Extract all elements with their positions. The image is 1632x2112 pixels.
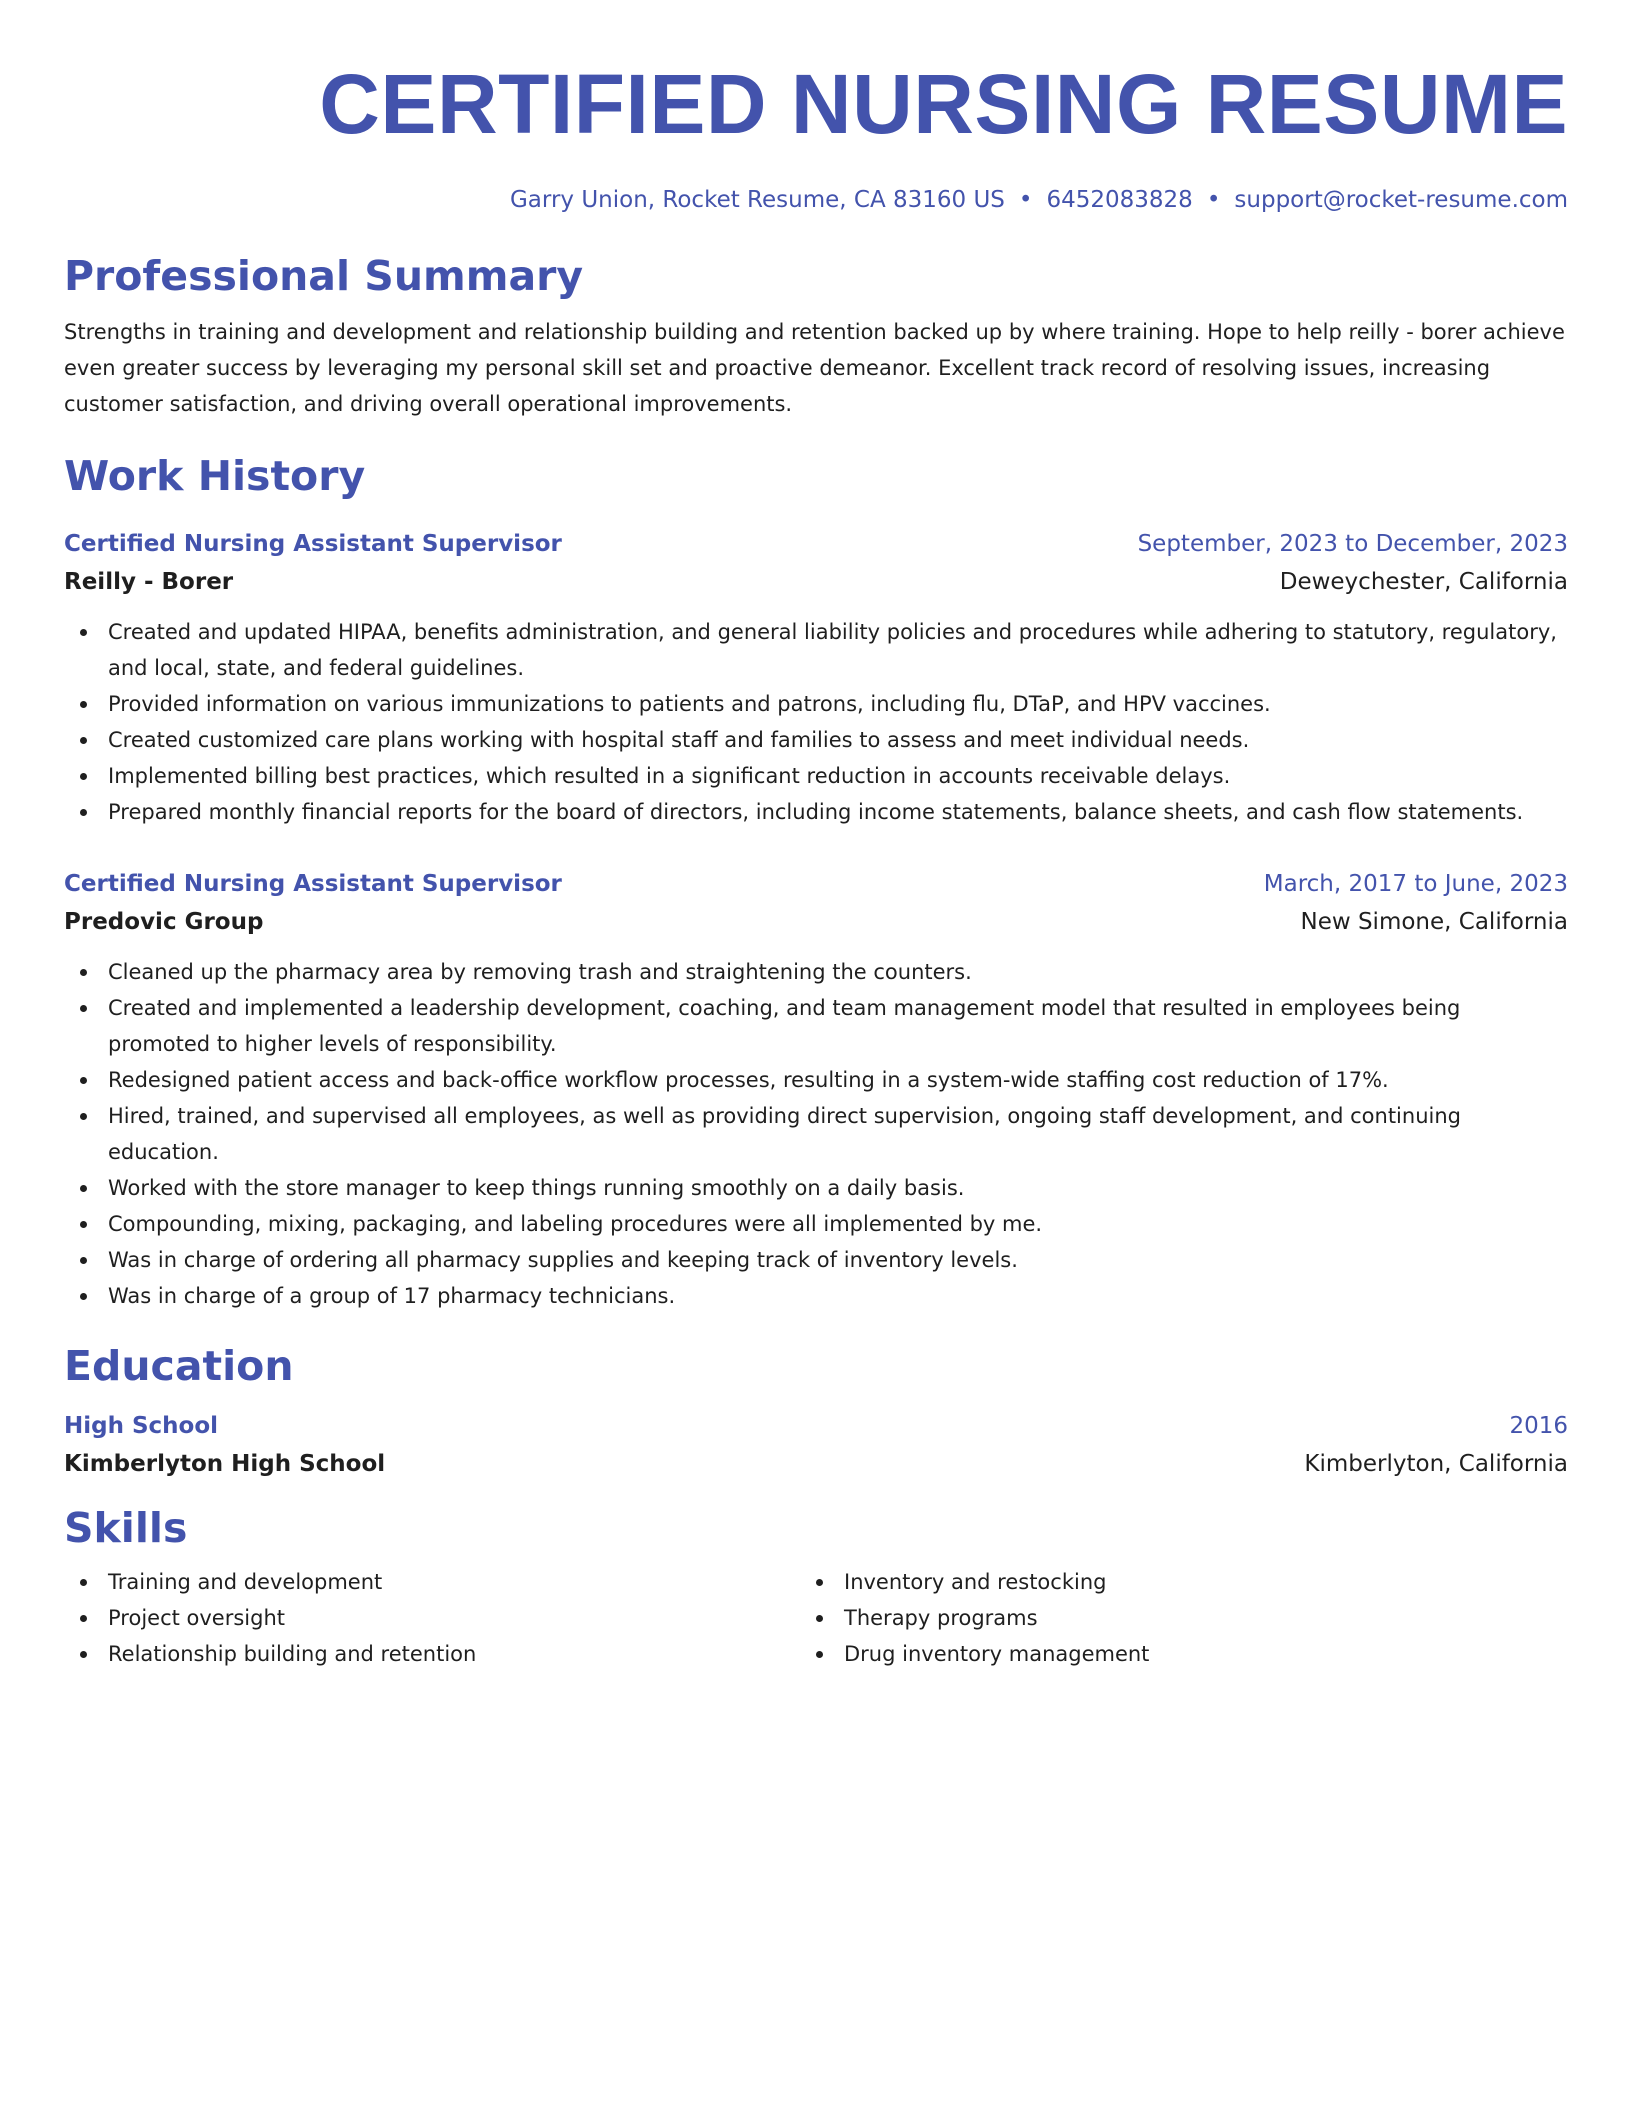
skill-item: Project oversight	[108, 1600, 800, 1636]
job-bullet: Created customized care plans working with hospital staff and families to assess and meet individual needs.	[108, 722, 1568, 758]
job-bullet: Cleaned up the pharmacy area by removing trash and straightening the counters.	[108, 954, 1568, 990]
contact-separator: •	[1018, 187, 1033, 213]
skill-item: Inventory and restocking	[844, 1564, 1536, 1600]
job-role: Certified Nursing Assistant Supervisor	[64, 871, 562, 897]
job-dates: September, 2023 to December, 2023	[1137, 531, 1568, 557]
section-heading-education: Education	[64, 1342, 294, 1390]
summary-text: Strengths in training and development and relationship building and retention backed up by where training. Hope to help reilly - borer achieve even greater success by leveraging my personal skill set and proactive demeanor. Excellent track record of resolving issues, increasing customer satisfaction, and driving overall operational improvements.	[64, 320, 1565, 416]
job-bullet: Redesigned patient access and back-office workflow processes, resulting in a system-wide staffing cost reduction of 17%.	[108, 1062, 1568, 1098]
section-heading-skills: Skills	[64, 1504, 188, 1552]
job-employer: Reilly - Borer	[64, 569, 234, 595]
job-role: Certified Nursing Assistant Supervisor	[64, 531, 562, 557]
job-org-row	[64, 562, 1568, 602]
job-employer: Predovic Group	[64, 909, 264, 935]
skill-item: Relationship building and retention	[108, 1636, 800, 1672]
resume-title: CERTIFIED NURSING RESUME	[319, 57, 1568, 151]
job-org-row	[64, 902, 1568, 942]
education-school-row	[64, 1444, 1568, 1484]
contact-phone: 6452083828	[1046, 187, 1193, 213]
skills-list	[64, 1564, 800, 1672]
education-location: Kimberlyton, California	[1304, 1451, 1568, 1477]
skills-grid	[64, 1564, 1568, 1672]
education-header-row	[64, 1408, 1568, 1444]
job-bullet: Created and updated HIPAA, benefits administration, and general liability policies and procedures while adhering to statutory, regulatory, and local, state, and federal guidelines.	[108, 614, 1568, 686]
job-bullet: Prepared monthly financial reports for the board of directors, including income statements, balance sheets, and cash flow statements.	[108, 794, 1568, 830]
job-entry	[64, 866, 1568, 1314]
contact-separator: •	[1206, 187, 1221, 213]
job-bullet: Was in charge of ordering all pharmacy supplies and keeping track of inventory levels.	[108, 1242, 1568, 1278]
skill-item: Therapy programs	[844, 1600, 1536, 1636]
contact-address: Garry Union, Rocket Resume, CA 83160 US	[509, 187, 1005, 213]
skill-item: Training and development	[108, 1564, 800, 1600]
job-location: Deweychester, California	[1279, 569, 1568, 595]
section-heading-summary: Professional Summary	[64, 252, 584, 300]
job-bullet: Created and implemented a leadership development, coaching, and team management model that resulted in employees being promoted to higher levels of responsibility.	[108, 990, 1568, 1062]
section-heading-work-history: Work History	[64, 452, 366, 500]
education-degree: High School	[64, 1413, 219, 1439]
education-entry	[64, 1408, 1568, 1484]
job-location: New Simone, California	[1300, 909, 1568, 935]
education-year: 2016	[1509, 1413, 1568, 1439]
job-bullet: Compounding, mixing, packaging, and labeling procedures were all implemented by me.	[108, 1206, 1568, 1242]
skills-column-right	[800, 1564, 1536, 1672]
job-bullet: Implemented billing best practices, which resulted in a significant reduction in accounts receivable delays.	[108, 758, 1568, 794]
job-bullet: Hired, trained, and supervised all employees, as well as providing direct supervision, ongoing staff development, and continuing education.	[108, 1098, 1568, 1170]
job-dates: March, 2017 to June, 2023	[1263, 871, 1568, 897]
job-bullet: Provided information on various immunizations to patients and patrons, including flu, DTaP, and HPV vaccines.	[108, 686, 1568, 722]
job-entry	[64, 526, 1568, 830]
contact-email: support@rocket-resume.com	[1234, 187, 1568, 213]
skills-list	[800, 1564, 1536, 1672]
job-bullet: Worked with the store manager to keep things running smoothly on a daily basis.	[108, 1170, 1568, 1206]
education-school: Kimberlyton High School	[64, 1451, 386, 1477]
skills-column-left	[64, 1564, 800, 1672]
contact-line	[64, 184, 1568, 216]
job-header-row	[64, 866, 1568, 902]
resume-page	[64, 0, 1568, 1672]
skill-item: Drug inventory management	[844, 1636, 1536, 1672]
job-bullet-list	[64, 954, 1568, 1314]
job-header-row	[64, 526, 1568, 562]
job-bullet-list	[64, 614, 1568, 830]
job-bullet: Was in charge of a group of 17 pharmacy technicians.	[108, 1278, 1568, 1314]
